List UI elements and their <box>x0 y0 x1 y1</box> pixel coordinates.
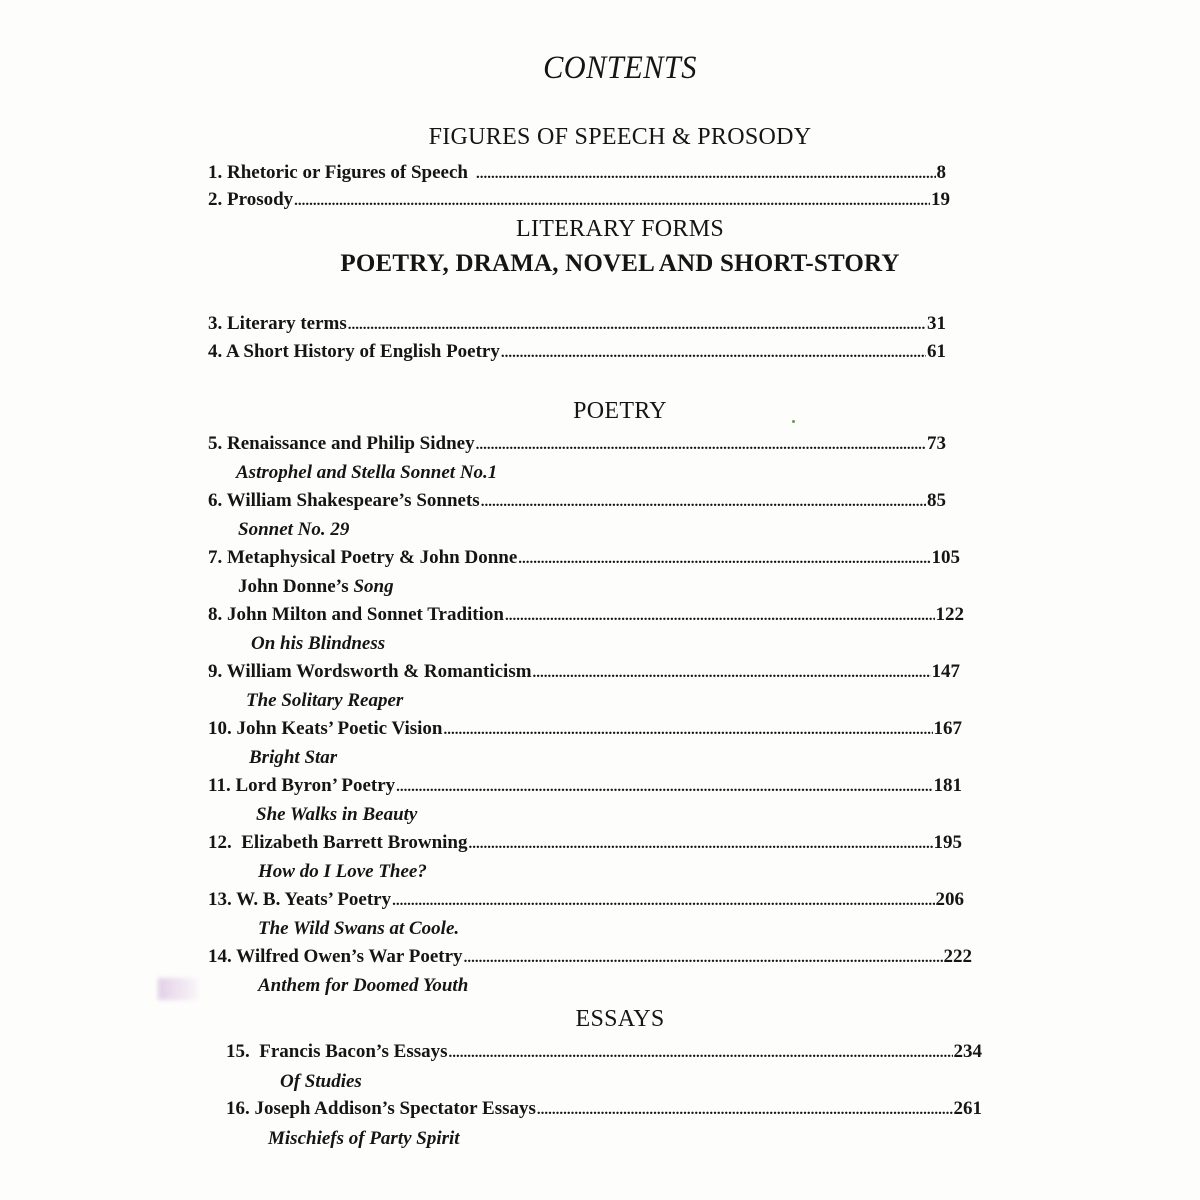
entry-subtitle-8: On his Blindness <box>251 633 386 654</box>
page-number: 73 <box>927 433 946 454</box>
ink-speck <box>792 420 795 423</box>
entry-subtitle-15: Of Studies <box>280 1071 362 1092</box>
toc-entry-13[interactable] <box>208 889 964 911</box>
entry-subtitle-9: The Solitary Reaper <box>246 690 404 711</box>
leader-dots <box>469 836 933 853</box>
page-number: 105 <box>931 547 960 568</box>
entry-subtitle-13: The Wild Swans at Coole. <box>258 918 460 939</box>
subtitle-work: Song <box>353 576 394 597</box>
subtitle-prefix: John Donne’s <box>238 576 354 597</box>
entry-title: 3. Literary terms <box>208 313 347 334</box>
leader-dots <box>476 166 936 183</box>
entry-title: 2. Prosody <box>208 189 294 210</box>
page-number: 261 <box>953 1098 982 1119</box>
entry-title: 9. William Wordsworth & Romanticism <box>208 661 532 682</box>
entry-title: 16. Joseph Addison’s Spectator Essays <box>226 1098 536 1119</box>
entry-title: 7. Metaphysical Poetry & John Donne <box>208 547 518 568</box>
entry-subtitle-11: She Walks in Beauty <box>256 804 418 825</box>
entry-subtitle-14: Anthem for Doomed Youth <box>258 975 469 996</box>
toc-entry-3[interactable] <box>208 313 946 335</box>
leader-dots <box>348 317 926 334</box>
toc-entry-14[interactable] <box>208 946 972 968</box>
entry-title: 13. W. B. Yeats’ Poetry <box>208 889 392 910</box>
toc-entry-8[interactable] <box>208 604 964 626</box>
leader-dots <box>396 779 932 796</box>
toc-entry-15[interactable] <box>226 1041 982 1063</box>
toc-entry-9[interactable] <box>208 661 960 683</box>
leader-dots <box>449 1045 953 1062</box>
entry-title: 1. Rhetoric or Figures of Speech <box>208 162 468 183</box>
section-heading-poetry: POETRY <box>573 398 667 424</box>
entry-title: 14. Wilfred Owen’s War Poetry <box>208 946 463 967</box>
toc-entry-1[interactable] <box>208 162 946 184</box>
page-number: 234 <box>953 1041 982 1062</box>
leader-dots <box>533 665 931 682</box>
entry-title: 5. Renaissance and Philip Sidney <box>208 433 475 454</box>
page-number: 8 <box>936 162 946 183</box>
toc-entry-12[interactable] <box>208 832 962 854</box>
page-number: 122 <box>935 604 964 625</box>
entry-subtitle-6: Sonnet No. 29 <box>238 519 350 540</box>
entry-subtitle-12: How do I Love Thee? <box>258 861 427 882</box>
entry-subtitle-7 <box>238 576 394 598</box>
entry-title: 6. William Shakespeare’s Sonnets <box>208 490 480 511</box>
leader-dots <box>505 608 935 625</box>
toc-entry-16[interactable] <box>226 1098 982 1120</box>
page-number: 181 <box>933 775 962 796</box>
leader-dots <box>476 437 926 454</box>
leader-dots <box>294 193 930 210</box>
entry-subtitle-10: Bright Star <box>249 747 338 768</box>
leader-dots <box>518 551 930 568</box>
leader-dots <box>537 1102 953 1119</box>
leader-dots <box>464 950 943 967</box>
entry-title: 15. Francis Bacon’s Essays <box>226 1041 448 1062</box>
toc-entry-4[interactable] <box>208 341 946 363</box>
entry-subtitle-5: Astrophel and Stella Sonnet No.1 <box>236 462 498 483</box>
entry-title: 10. John Keats’ Poetic Vision <box>208 718 443 739</box>
section-heading-figures: FIGURES OF SPEECH & PROSODY <box>428 124 812 150</box>
page-number: 195 <box>933 832 962 853</box>
section-heading-essays: ESSAYS <box>575 1006 665 1032</box>
page-number: 206 <box>935 889 964 910</box>
page-number: 167 <box>933 718 962 739</box>
page-number: 31 <box>927 313 946 334</box>
entry-title: 8. John Milton and Sonnet Tradition <box>208 604 504 625</box>
page-number: 61 <box>927 341 946 362</box>
section-heading-literary-forms: LITERARY FORMS <box>515 216 724 242</box>
leader-dots <box>392 893 934 910</box>
page-number: 222 <box>943 946 972 967</box>
leader-dots <box>444 722 933 739</box>
toc-entry-2[interactable] <box>208 189 950 211</box>
toc-entry-11[interactable] <box>208 775 962 797</box>
page-number: 147 <box>931 661 960 682</box>
entry-subtitle-16: Mischiefs of Party Spirit <box>268 1128 460 1149</box>
entry-title: 12. Elizabeth Barrett Browning <box>208 832 468 853</box>
page-number: 85 <box>927 490 946 511</box>
print-smudge <box>158 978 198 1000</box>
toc-entry-6[interactable] <box>208 490 946 512</box>
entry-title: 4. A Short History of English Poetry <box>208 341 500 362</box>
page-title: CONTENTS <box>543 50 697 86</box>
toc-entry-7[interactable] <box>208 547 960 569</box>
page-number: 19 <box>931 189 950 210</box>
toc-entry-10[interactable] <box>208 718 962 740</box>
leader-dots <box>481 494 926 511</box>
entry-title: 11. Lord Byron’ Poetry <box>208 775 396 796</box>
toc-entry-5[interactable] <box>208 433 946 455</box>
leader-dots <box>501 345 926 362</box>
section-subheading-forms: POETRY, DRAMA, NOVEL AND SHORT-STORY <box>340 250 900 277</box>
